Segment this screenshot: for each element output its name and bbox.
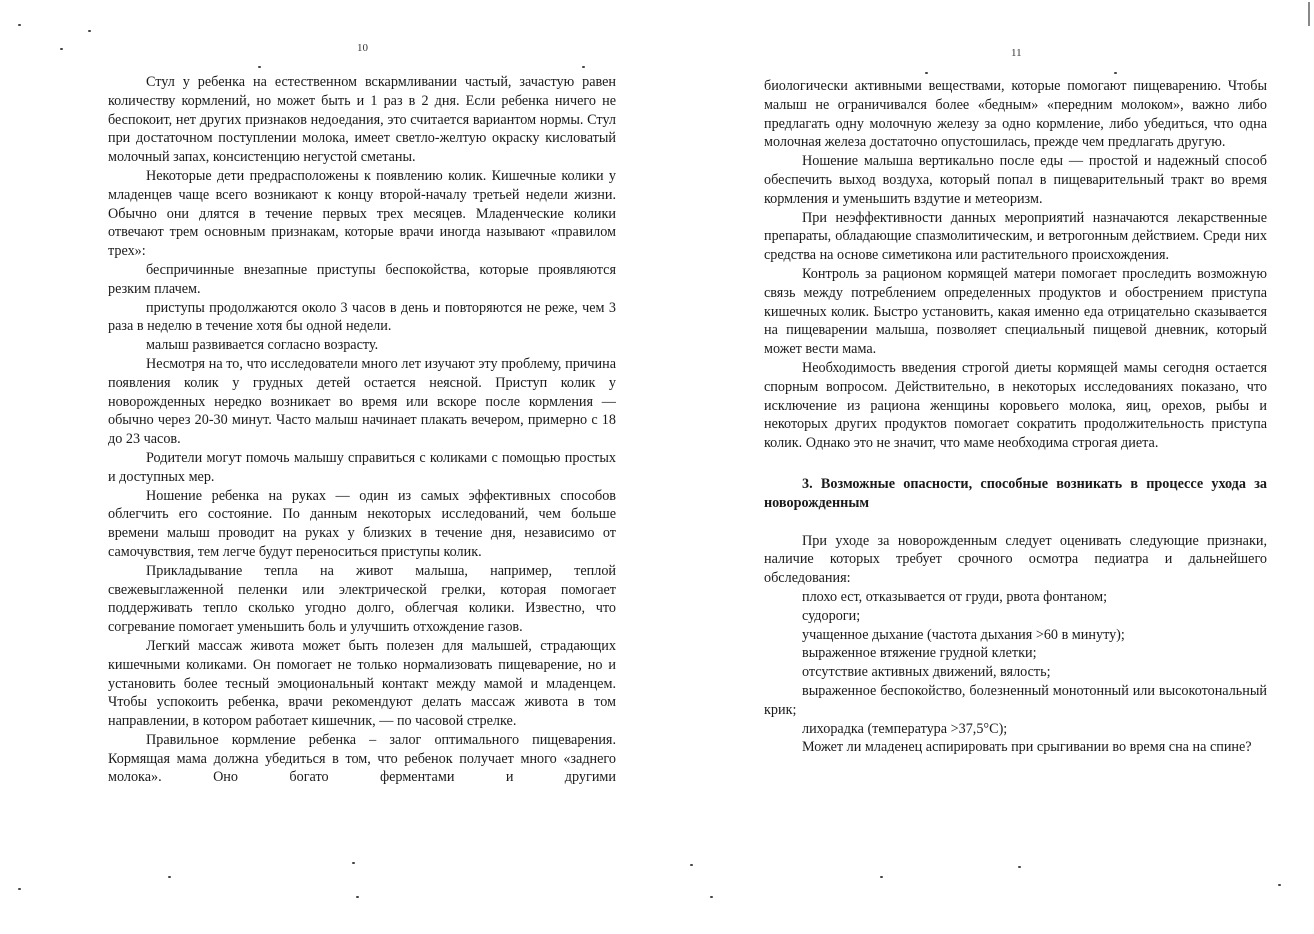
list-item: приступы продолжаются около 3 часов в день и повторяются не реже, чем 3 раза в неделю в течение хотя бы одной недели. xyxy=(108,299,616,335)
paragraph: При уходе за новорожденным следует оценивать следующие признаки, наличие которых требует срочного осмотра педиатра и дальнейшего обследования: xyxy=(764,532,1267,587)
paragraph: При неэффективности данных мероприятий назначаются лекарственные препараты, обладающие спазмолитическим, и ветрогонным действием. Среди них средства на основе симетикона или растительного происхождения. xyxy=(764,209,1267,264)
paragraph: Правильное кормление ребенка – залог оптимального пищеварения. Кормящая мама должна убедиться в том, что ребенок получает много «заднего молока». Оно богато ферментами и другими xyxy=(108,731,616,786)
list-item: выраженное беспокойство, болезненный монотонный или высокотональный крик; xyxy=(764,682,1267,718)
scan-speck xyxy=(60,48,63,50)
paragraph: Родители могут помочь малышу справиться с коликами с помощью простых и доступных мер. xyxy=(108,449,616,485)
scan-speck xyxy=(356,896,359,898)
paragraph: Стул у ребенка на естественном вскармливании частый, зачастую равен количеству кормлений, но может быть и 1 раз в 2 дня. Если ребенка ничего не беспокоит, нет других признаков недоедания, это считается вариантом нормы. Стул при достаточном поступлении молока, имеет светло-желтую окраску кисловатый молочный запах, консистенцию негустой сметаны. xyxy=(108,74,616,166)
paragraph: Контроль за рационом кормящей матери помогает проследить возможную связь между потреблением определенных продуктов и обострением приступа кишечных колик. Быстро установить, какая именно еда отрицательно сказывается на пищеварении малыша, позволяет специальный пищевой дневник, который может вести мама. xyxy=(764,265,1267,358)
list-item: учащенное дыхание (частота дыхания >60 в минуту); xyxy=(802,626,1125,643)
scan-speck xyxy=(258,66,261,68)
scan-speck xyxy=(168,876,171,878)
paragraph: Может ли младенец аспирировать при срыгивании во время сна на спине? xyxy=(802,739,1252,756)
scan-edge xyxy=(1308,2,1310,26)
list-item: судороги; xyxy=(802,607,861,624)
list-item: отсутствие активных движений, вялость; xyxy=(802,664,1051,681)
scan-speck xyxy=(88,30,91,32)
scan-speck xyxy=(1114,72,1117,74)
scan-speck xyxy=(1018,866,1021,868)
page-number: 11 xyxy=(1011,47,1022,59)
list-item: плохо ест, отказывается от груди, рвота фонтаном; xyxy=(802,588,1108,605)
paragraph: Прикладывание тепла на живот малыша, например, теплой свежевыглаженной пеленки или электрической грелки, которая помогает поддерживать тепло сколько угодно долго, облегчая колики. Известно, что согревание помогает уменьшить боль и улучшить отхождение газов. xyxy=(108,562,616,636)
page-body xyxy=(108,73,616,787)
scan-speck xyxy=(18,24,21,26)
page-body xyxy=(764,77,1267,757)
scan-speck xyxy=(1278,884,1281,886)
list-item: выраженное втяжение грудной клетки; xyxy=(802,645,1037,662)
paragraph: Ношение малыша вертикально после еды — простой и надежный способ обеспечить выход воздуха, который попал в пищеварительный тракт во время кормления и уменьшить вздутие и метеоризм. xyxy=(764,153,1267,207)
paragraph: Некоторые дети предрасположены к появлению колик. Кишечные колики у младенцев чаще всего возникают к концу второй-началу третьей недели жизни. Обычно они длятся в течение первых трех месяцев. Младенческие колики отвечают трем основным признакам, которые врачи иногда называют «правилом трех»: xyxy=(108,167,616,260)
section-heading: 3. Возможные опасности, способные возникать в процессе ухода за новорожденным xyxy=(764,475,1267,511)
paragraph: Ношение ребенка на руках — один из самых эффективных способов облегчить его состояние. По данным некоторых исследований, чем больше времени малыш проводит на руках у близких в течение дня, независимо от самочувствия, тем легче будут переноситься приступы колик. xyxy=(108,487,616,560)
scan-speck xyxy=(18,888,21,890)
scan-speck xyxy=(925,72,928,74)
list-item: малыш развивается согласно возрасту. xyxy=(146,337,379,354)
scan-speck xyxy=(690,864,693,866)
scan-speck xyxy=(880,876,883,878)
right-page xyxy=(657,0,1314,934)
list-item: беспричинные внезапные приступы беспокойства, которые проявляются резким плачем. xyxy=(108,261,616,297)
scan-speck xyxy=(710,896,713,898)
page-number: 10 xyxy=(357,42,368,54)
paragraph: биологически активными веществами, которые помогают пищеварению. Чтобы малыш не ограничивался более «бедным» «передним молоком», важно либо предлагать одну молочную железу за одно кормление, либо убедиться, что одна молочная железа достаточно опустошилась, прежде чем предлагать другую. xyxy=(764,78,1267,151)
scan-speck xyxy=(352,862,355,864)
list-item: лихорадка (температура >37,5°С); xyxy=(802,720,1008,737)
scan-speck xyxy=(582,66,585,68)
paragraph: Несмотря на то, что исследователи много лет изучают эту проблему, причина появления колик у грудных детей остается неясной. Приступ колик у новорожденных нередко возникает во время или вскоре после кормления — обычно через 20-30 минут. Часто малыш начинает плакать вечером, примерно с 18 до 23 часов. xyxy=(108,355,616,448)
paragraph: Необходимость введения строгой диеты кормящей мамы сегодня остается спорным вопросом. Действительно, в некоторых исследованиях показано, что исключение из рациона женщины коровьего молока, яиц, орехов, рыбы и некоторых других продуктов помогает сократить продолжительность приступа колик. Однако это не значит, что маме необходима строгая диета. xyxy=(764,359,1267,452)
paragraph: Легкий массаж живота может быть полезен для малышей, страдающих кишечными коликами. Он помогает не только нормализовать пищеварение, но и установить более тесный эмоциональный контакт между мамой и младенцем. Чтобы успокоить ребенка, врачи рекомендуют делать массаж живота в том направлении, в котором работает кишечник, — по часовой стрелке. xyxy=(108,637,616,730)
